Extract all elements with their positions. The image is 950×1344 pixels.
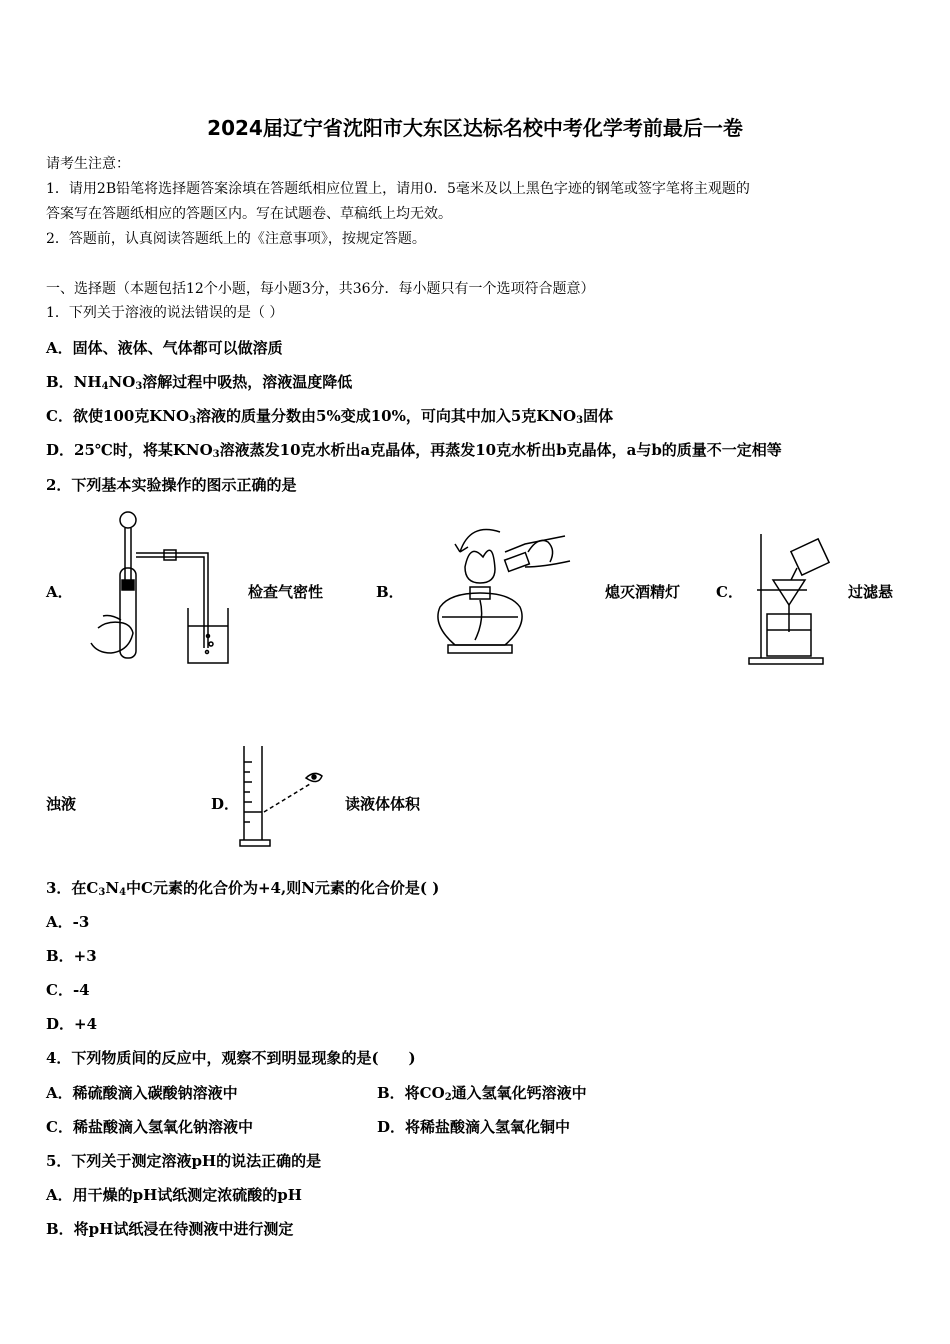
filtration-figure (745, 530, 845, 668)
q1-option-d: D．25℃时，将某$KNO_3$溶液蒸发10克水析出a克晶体，再蒸发10克水析出b克晶体，a与b的质量不一定相等 (46, 441, 782, 460)
q3-stem: 3．在$C_3N_4$中C元素的化合价为+4,则N元素的化合价是( ) (46, 879, 440, 898)
q2-option-d-text: 读液体体积 (345, 795, 421, 813)
q5-option-a: A．用干燥的pH试纸测定浓硫酸的pH (46, 1186, 302, 1204)
q2-option-b-letter: B． (376, 583, 404, 601)
section-heading: 一、选择题（本题包括12个小题，每小题3分，共36分．每小题只有一个选项符合题意） (46, 281, 595, 297)
q4-option-b: B．将$CO_2$通入氢氧化钙溶液中 (377, 1084, 587, 1103)
q1-stem: 1．下列关于溶液的说法错误的是（ ） (46, 305, 284, 321)
notice-line-2: 答案写在答题纸相应的答题区内。写在试题卷、草稿纸上均无效。 (46, 206, 452, 222)
q3-option-d: D．+4 (46, 1015, 98, 1033)
notice-heading: 请考生注意： (46, 156, 130, 172)
alcohol-lamp-figure (420, 512, 580, 662)
q3-option-a: A．-3 (46, 913, 90, 931)
q2-option-d-letter: D． (211, 795, 240, 813)
q4-stem: 4．下列物质间的反应中，观察不到明显现象的是( ) (46, 1049, 416, 1067)
q2-stem: 2．下列基本实验操作的图示正确的是 (46, 476, 297, 494)
page-title: 2024届辽宁省沈阳市大东区达标名校中考化学考前最后一卷 (207, 116, 743, 140)
q4-option-d: D．将稀盐酸滴入氢氧化铜中 (377, 1118, 571, 1136)
q3-option-b: B．+3 (46, 947, 97, 965)
q4-option-a: A．稀硫酸滴入碳酸钠溶液中 (46, 1084, 238, 1102)
q1-option-b: B．$NH_4NO_3$溶解过程中吸热，溶液温度降低 (46, 373, 353, 392)
q3-option-c: C．-4 (46, 981, 90, 999)
q2-option-c-letter: C． (716, 583, 743, 601)
notice-line-3: 2．答题前，认真阅读答题纸上的《注意事项》，按规定答题。 (46, 231, 426, 247)
q1-option-c: C．欲使100克$KNO_3$溶液的质量分数由5%变成10%，可向其中加入5克$KNO_3$固体 (46, 407, 614, 426)
graduated-cylinder-figure (238, 742, 338, 852)
q2-option-a-letter: A． (46, 583, 73, 601)
q2-option-c-text: 过滤悬 (848, 583, 894, 601)
q5-option-b: B．将pH试纸浸在待测液中进行测定 (46, 1220, 294, 1238)
q5-stem: 5．下列关于测定溶液pH的说法正确的是 (46, 1152, 322, 1170)
notice-line-1: 1．请用2B铅笔将选择题答案涂填在答题纸相应位置上，请用0．5毫米及以上黑色字迹的钢笔或签字笔将主观题的 (46, 181, 750, 197)
q4-option-c: C．稀盐酸滴入氢氧化钠溶液中 (46, 1118, 253, 1136)
q2-option-a-text: 检查气密性 (248, 583, 324, 601)
airtightness-check-figure (78, 508, 238, 668)
q2-option-b-text: 熄灭酒精灯 (605, 583, 681, 601)
q2-option-c-continued: 浊液 (46, 795, 77, 813)
q1-option-a: A．固体、液体、气体都可以做溶质 (46, 339, 283, 357)
